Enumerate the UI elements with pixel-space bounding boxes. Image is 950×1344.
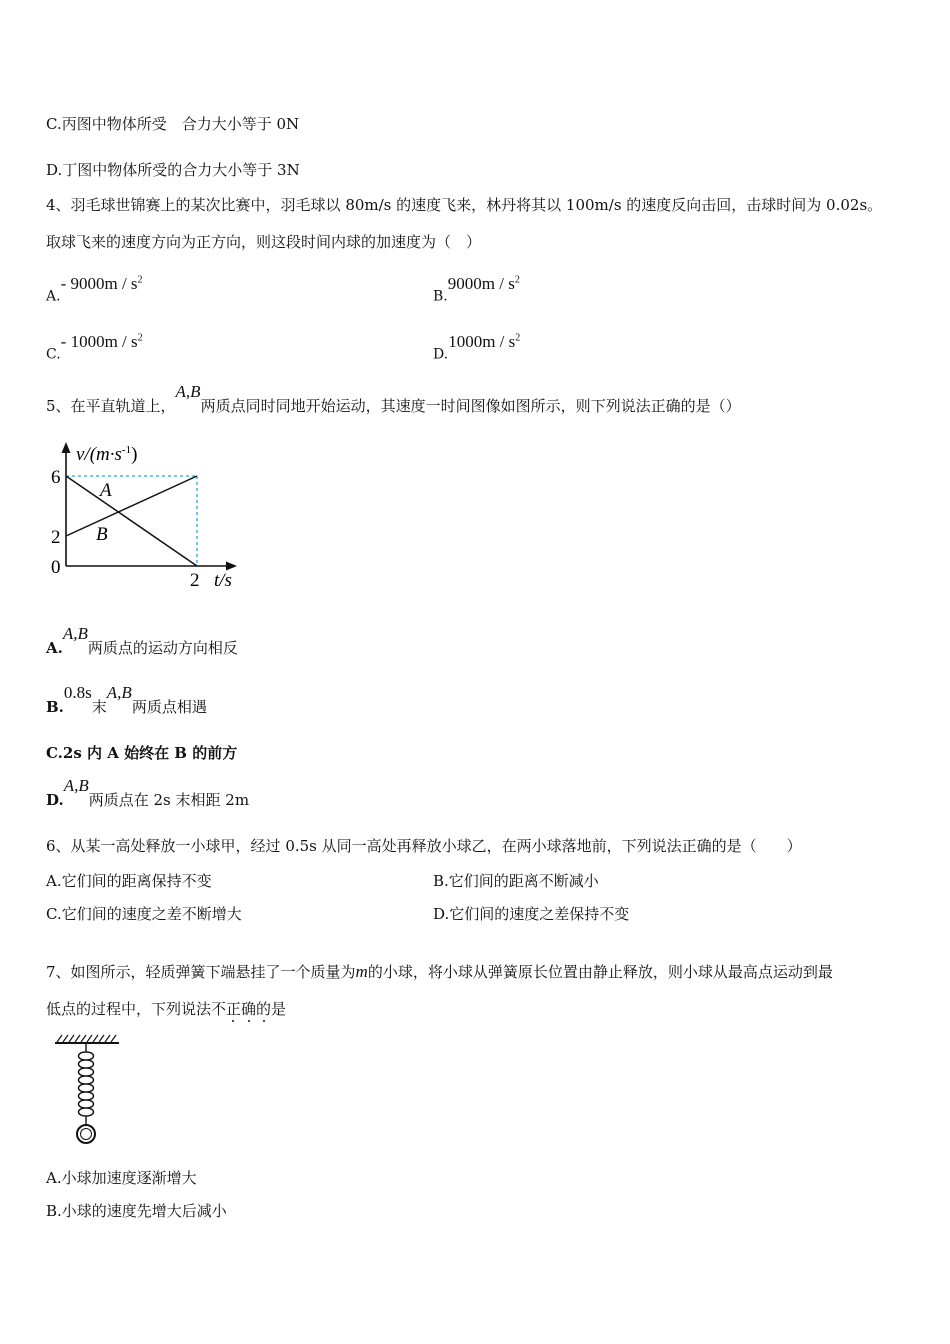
- spring-ball-diagram: [52, 1032, 124, 1148]
- q4-option-b-label: B.: [433, 288, 448, 305]
- q5-option-a-var: A,B: [62, 624, 88, 643]
- q5-stem-var: A,B: [175, 382, 201, 401]
- series-label-b: B: [96, 524, 108, 545]
- q6-option-b: B.它们间的距离不断减小: [433, 872, 599, 890]
- q7-option-b: B.小球的速度先增大后减小: [46, 1202, 227, 1220]
- y-axis-arrow: [62, 442, 71, 453]
- q3-option-d: D.丁图中物体所受的合力大小等于 3N: [46, 161, 300, 179]
- q5-option-d-label: D.: [46, 791, 64, 809]
- q5-option-b-mid: 末: [91, 698, 107, 716]
- q7-stem-post: 的小球，将小球从弹簧原长位置由静止释放，则小球从最高点运动到最: [367, 963, 833, 981]
- q4-option-b: [433, 273, 520, 307]
- x-tick-2: 2: [190, 570, 200, 591]
- q5-option-d-text: 两质点在 2s 末相距 2m: [88, 791, 250, 809]
- q4-stem-line1: 4、羽毛球世锦赛上的某次比赛中，羽毛球以 80m/s 的速度飞来，林丹将其以 100m/s 的速度反向击回，击球时间为 0.02s。: [46, 196, 883, 214]
- q6-option-a: A.它们间的距离保持不变: [46, 872, 212, 890]
- q7-stem-var: m: [355, 962, 368, 981]
- q5-option-b-var: A,B: [106, 683, 132, 702]
- q5-option-a-text: 两质点的运动方向相反: [87, 639, 238, 657]
- q4-option-a: [46, 273, 143, 307]
- q5-option-b: [46, 683, 207, 717]
- series-line-a: [66, 476, 197, 566]
- q3-option-c: C.丙图中物体所受 合力大小等于 0N: [46, 115, 300, 133]
- q7-stem-pre: 7、如图所示，轻质弹簧下端悬挂了一个质量为: [46, 963, 356, 981]
- q5-option-d: [46, 776, 250, 810]
- q4-option-c: [46, 331, 143, 365]
- q4-option-c-label: C.: [46, 346, 61, 363]
- y-axis-label: $v/(m\cdot s^{-1})$: [76, 444, 138, 465]
- velocity-time-graph: [40, 438, 250, 598]
- q4-option-b-value: $9000m / s^2$: [447, 273, 520, 293]
- x-axis-label: t/s: [214, 570, 232, 591]
- series-label-a: A: [100, 480, 112, 501]
- q6-stem: 6、从某一高处释放一小球甲，经过 0.5s 从同一高处再释放小球乙，在两小球落地前，下列说法正确的是（ ）: [46, 837, 802, 855]
- q7-stem-line2: 低点的过程中，下列说法不正确的是: [46, 1000, 287, 1018]
- q5-option-b-text: 两质点相遇: [131, 698, 207, 716]
- q7-option-a: A.小球加速度逐渐增大: [46, 1169, 197, 1187]
- q4-stem-line2: 取球飞来的速度方向为正方向，则这段时间内球的加速度为（ ）: [46, 233, 482, 251]
- q7-stem-line1: [46, 962, 833, 982]
- q5-option-c: C.2s 内 A 始终在 B 的前方: [46, 744, 238, 762]
- q6-option-c: C.它们间的速度之差不断增大: [46, 905, 242, 923]
- q4-option-c-value: - $1000m / s^2$: [60, 331, 143, 351]
- q5-stem: [46, 382, 741, 416]
- q5-option-a: [46, 624, 238, 658]
- q4-option-a-label: A.: [46, 288, 61, 305]
- q6-option-d: D.它们间的速度之差保持不变: [433, 905, 630, 923]
- spring-coil: [79, 1043, 94, 1124]
- q5-option-a-label: A.: [46, 639, 63, 657]
- y-tick-6: 6: [51, 467, 61, 488]
- q5-stem-post: 两质点同时同地开始运动，其速度一时间图像如图所示，则下列说法正确的是（）: [200, 397, 741, 415]
- q5-option-d-var: A,B: [63, 776, 89, 795]
- series-line-b: [66, 476, 197, 536]
- y-tick-0: 0: [51, 557, 61, 578]
- q5-option-b-label: B.: [46, 698, 64, 716]
- emphasis-dots: [232, 1020, 292, 1024]
- q4-option-d-value: $1000m / s^2$: [448, 331, 521, 351]
- q4-option-d: [433, 331, 521, 365]
- q4-option-d-label: D.: [433, 346, 449, 363]
- q4-option-a-value: - $9000m / s^2$: [60, 273, 143, 293]
- ball: [77, 1125, 95, 1143]
- ceiling-hatching: [57, 1035, 116, 1042]
- ball-inner: [81, 1129, 92, 1140]
- q5-stem-pre: 5、在平直轨道上，: [46, 397, 176, 415]
- y-tick-2: 2: [51, 527, 61, 548]
- q5-option-b-time: 0.8s: [63, 683, 92, 702]
